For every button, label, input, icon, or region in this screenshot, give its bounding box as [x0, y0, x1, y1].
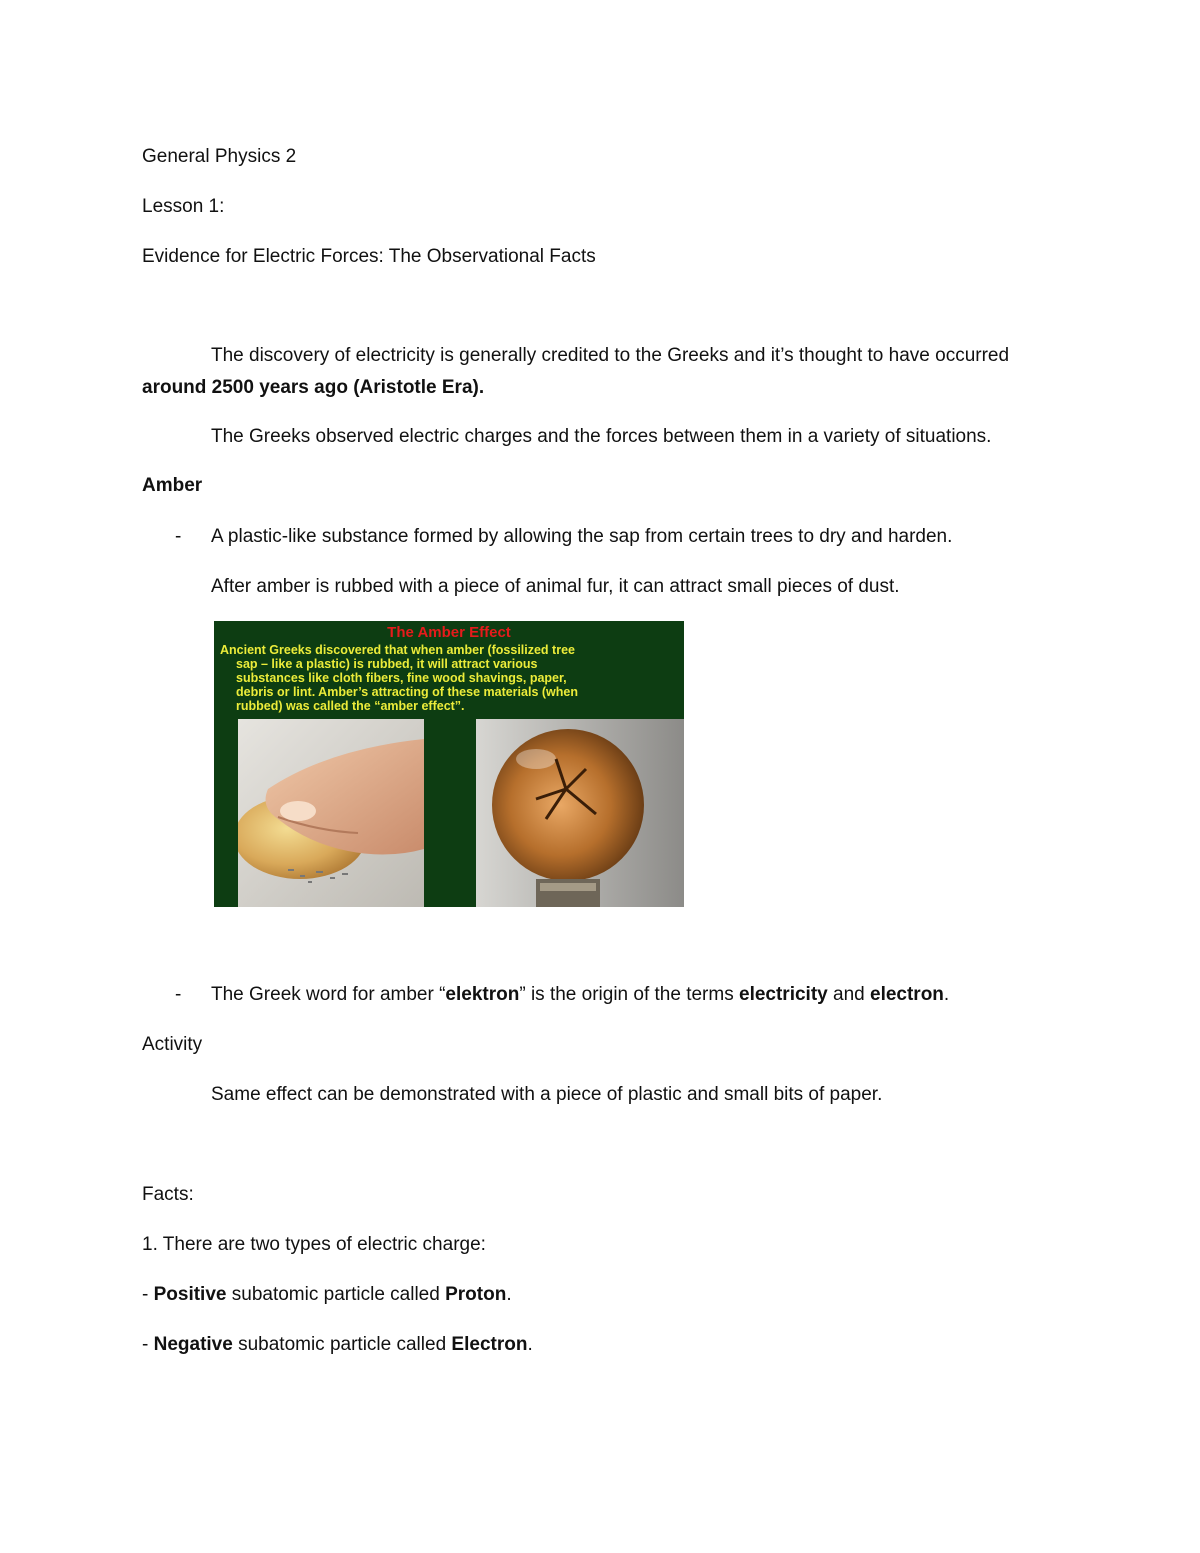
bullet-dash: -	[175, 984, 182, 1005]
amber-heading: Amber	[142, 475, 203, 496]
figure-text-line: Ancient Greeks discovered that when amber (fossilized tree	[220, 643, 575, 657]
amber-definition: A plastic-like substance formed by allowing the sap from certain trees to dry and harden.	[211, 526, 953, 547]
amber-rubbing-text: After amber is rubbed with a piece of animal fur, it can attract small pieces of dust.	[211, 576, 900, 597]
text-segment: subatomic particle called	[226, 1284, 446, 1305]
text-segment: subatomic particle called	[232, 1334, 452, 1355]
proton-term: Proton	[445, 1284, 507, 1305]
figure-text-line: sap – like a plastic) is rubbed, it will attract various	[236, 657, 538, 671]
text-segment: .	[527, 1334, 533, 1355]
activity-heading: Activity	[142, 1034, 203, 1055]
figure-text-line: debris or lint. Amber’s attracting of these materials (when	[236, 685, 578, 699]
figure-title: The Amber Effect	[387, 624, 511, 641]
text-segment: ” is the origin of the terms	[519, 984, 739, 1005]
negative-charge-line	[142, 1333, 533, 1357]
electron-term: electron	[870, 984, 944, 1005]
text-segment: The Greek word for amber “	[211, 984, 446, 1005]
negative-term: Negative	[153, 1334, 233, 1355]
electron-name: Electron	[451, 1334, 528, 1355]
amber-effect-figure	[214, 621, 684, 907]
facts-heading: Facts:	[142, 1184, 194, 1205]
text-segment: .	[943, 984, 950, 1005]
course-title: General Physics 2	[142, 146, 297, 167]
lesson-title: Evidence for Electric Forces: The Observational Facts	[142, 246, 596, 267]
text-segment: and	[827, 984, 870, 1005]
fact-item-1: 1. There are two types of electric charge:	[142, 1234, 486, 1255]
amber-sphere-photo	[476, 719, 684, 907]
intro-paragraph-line1: The discovery of electricity is generally credited to the Greeks and it’s thought to have occurred	[211, 345, 1010, 366]
text-segment: .	[506, 1284, 512, 1305]
activity-text: Same effect can be demonstrated with a piece of plastic and small bits of paper.	[211, 1084, 883, 1105]
lesson-label: Lesson 1:	[142, 196, 225, 217]
text-segment: -	[142, 1284, 154, 1305]
positive-charge-line	[142, 1283, 512, 1307]
elektron-term: elektron	[445, 984, 520, 1005]
intro-paragraph-line2: around 2500 years ago (Aristotle Era).	[142, 377, 485, 398]
bullet-dash: -	[175, 526, 182, 547]
positive-term: Positive	[153, 1284, 227, 1305]
intro-paragraph-2: The Greeks observed electric charges and the forces between them in a variety of situations.	[211, 426, 992, 447]
text-segment: -	[142, 1334, 154, 1355]
hand-rubbing-amber-photo	[238, 719, 424, 907]
elektron-origin-text	[211, 983, 949, 1007]
figure-text-line: rubbed) was called the “amber effect”.	[236, 699, 465, 713]
figure-text-line: substances like cloth fibers, fine wood shavings, paper,	[236, 671, 567, 685]
electricity-term: electricity	[739, 984, 828, 1005]
